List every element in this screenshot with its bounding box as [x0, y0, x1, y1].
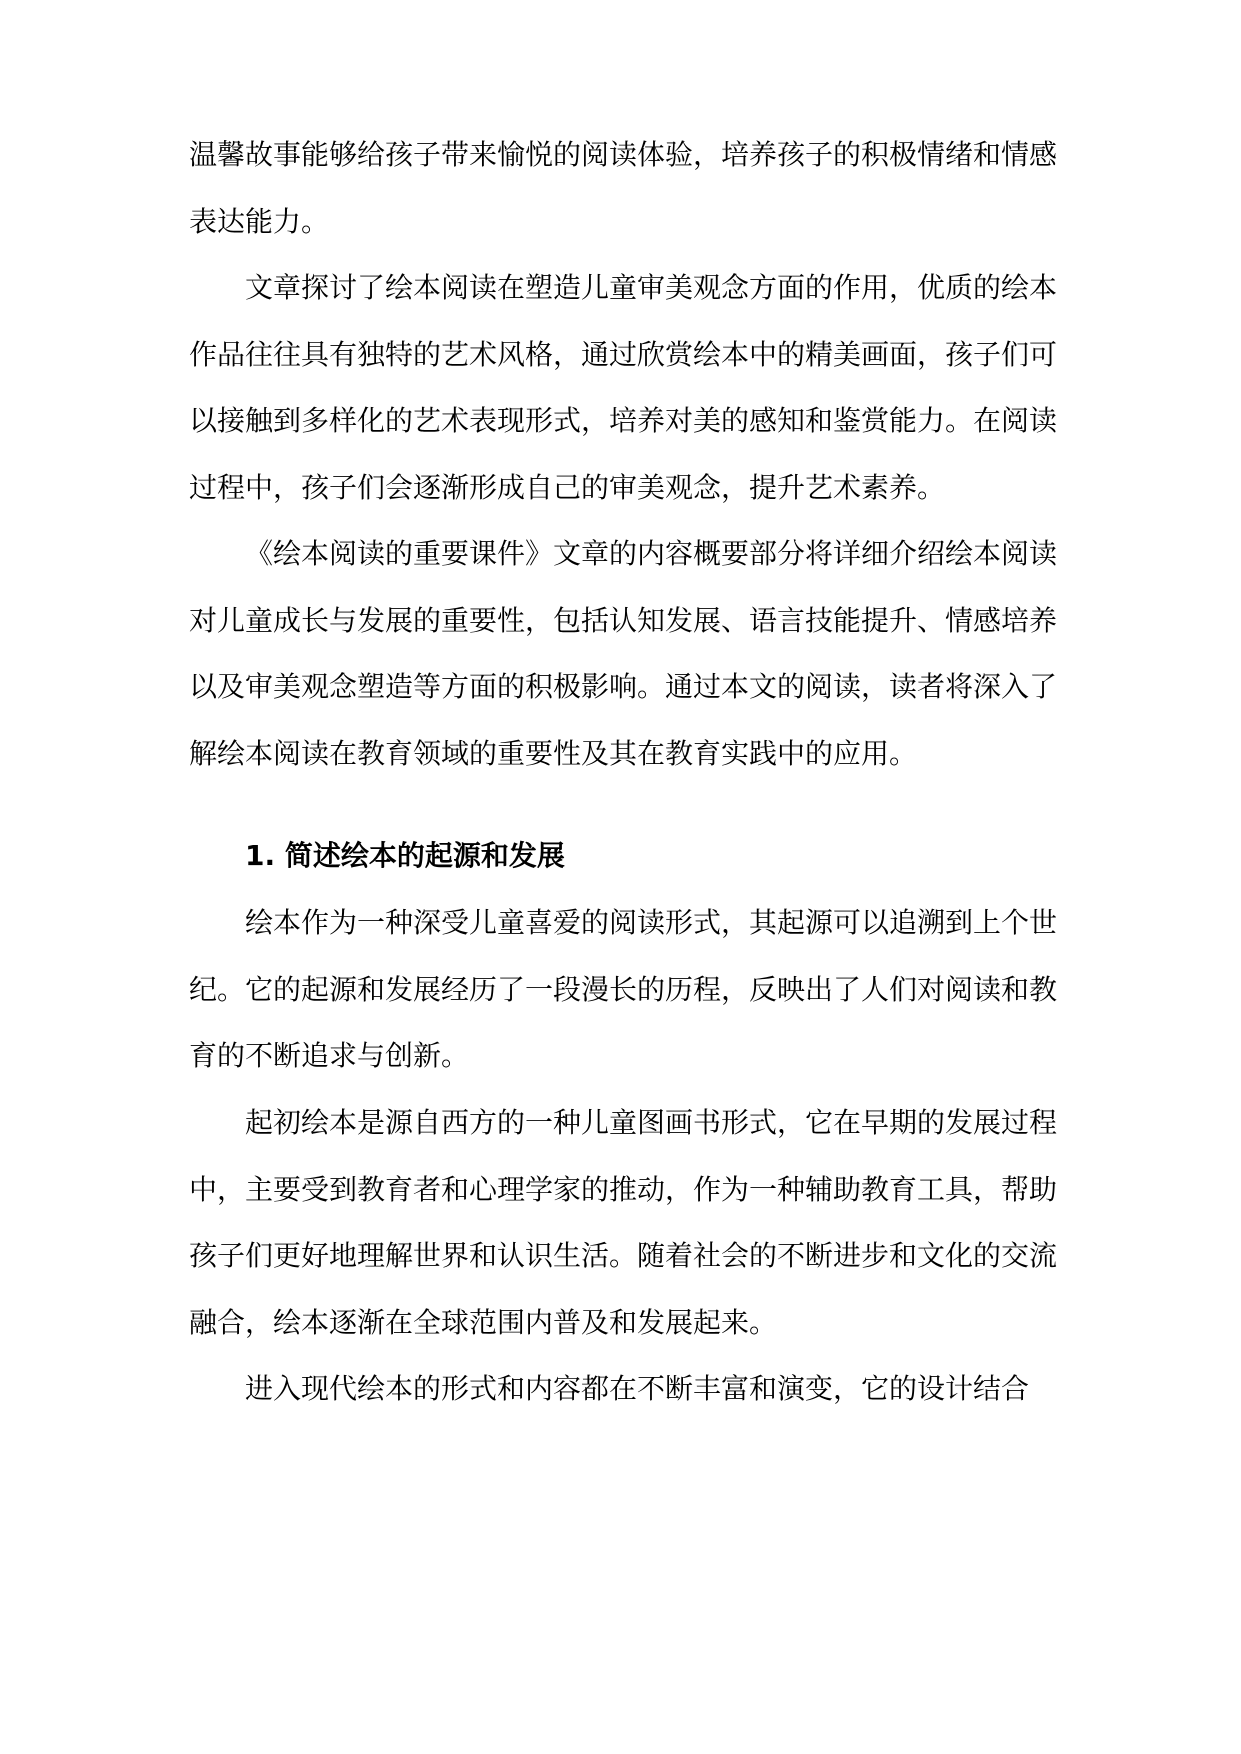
paragraph-continued: 温馨故事能够给孩子带来愉悦的阅读体验，培养孩子的积极情绪和情感表达能力。 [189, 138, 1058, 238]
paragraph-early-development: 起初绘本是源自西方的一种儿童图画书形式，它在早期的发展过程中，主要受到教育者和心理学家的推动，作为一种辅助教育工具，帮助孩子们更好地理解世界和认识生活。随着社会的不断进步和文化的交流融合，绘本逐渐在全球范围内普及和发展起来。 [189, 1106, 1058, 1339]
section-heading: 1. 简述绘本的起源和发展 [245, 839, 565, 872]
paragraph-origin: 绘本作为一种深受儿童喜爱的阅读形式，其起源可以追溯到上个世纪。它的起源和发展经历了一段漫长的历程，反映出了人们对阅读和教育的不断追求与创新。 [189, 906, 1058, 1072]
paragraph-modern: 进入现代绘本的形式和内容都在不断丰富和演变，它的设计结合 [245, 1372, 1030, 1405]
paragraph-aesthetics: 文章探讨了绘本阅读在塑造儿童审美观念方面的作用，优质的绘本作品往往具有独特的艺术风格，通过欣赏绘本中的精美画面，孩子们可以接触到多样化的艺术表现形式，培养对美的感知和鉴赏能力。在阅读过程中，孩子们会逐渐形成自己的审美观念，提升艺术素养。 [189, 271, 1058, 504]
paragraph-summary: 《绘本阅读的重要课件》文章的内容概要部分将详细介绍绘本阅读对儿童成长与发展的重要性，包括认知发展、语言技能提升、情感培养以及审美观念塑造等方面的积极影响。通过本文的阅读，读者将深入了解绘本阅读在教育领域的重要性及其在教育实践中的应用。 [189, 537, 1058, 770]
